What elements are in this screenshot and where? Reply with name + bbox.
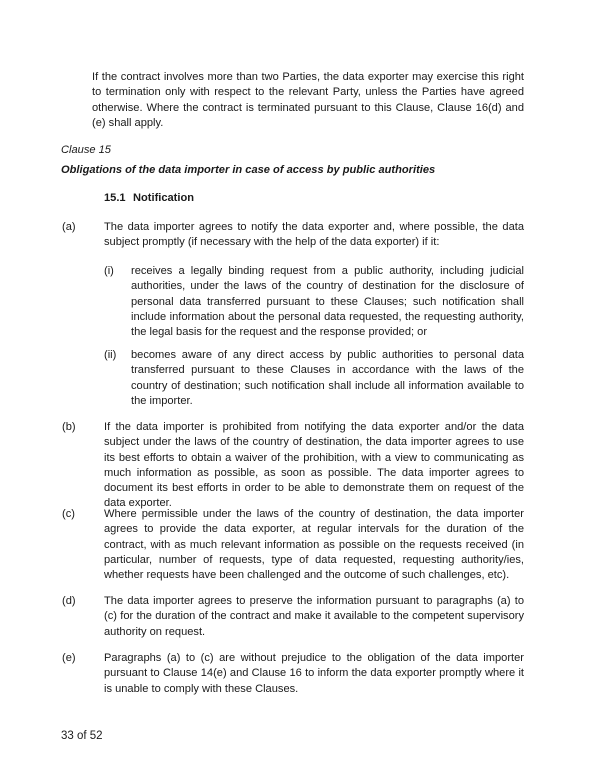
clause-heading: Obligations of the data importer in case of access by public authorities — [61, 164, 436, 176]
subparagraph-text: becomes aware of any direct access by public authorities to personal data transferred pursuant to these Clauses in accordance with the laws of the country of destination; such notification shall include all information available to the importer. — [131, 349, 524, 407]
subparagraph-label: (i) — [104, 265, 114, 277]
subsection-heading — [104, 191, 194, 206]
paragraph-label: (d) — [62, 595, 76, 607]
paragraph-text: Where permissible under the laws of the country of destination, the data importer agrees to provide the data exporter, at regular intervals for the duration of the contract, with as much relevant information as possible on the requests received (in particular, number of requests, type of data requested, requesting authority/ies, whether requests have been challenged and the outcome of such challenges, etc). — [104, 508, 524, 582]
page-number: 33 of 52 — [61, 730, 103, 742]
paragraph-text: Paragraphs (a) to (c) are without prejudice to the obligation of the data importer pursuant to Clause 14(e) and Clause 16 to inform the data exporter promptly where it is unable to comply with these Clauses. — [104, 652, 524, 695]
subparagraph-label: (ii) — [104, 349, 117, 361]
subparagraph-text: receives a legally binding request from a public authority, including judicial authorities, under the laws of the country of destination for the disclosure of personal data transferred pursuant to these Clauses; such notification shall include information about the personal data requested, the requesting authority, the legal basis for the request and the response provided; or — [131, 265, 524, 339]
paragraph-text: If the data importer is prohibited from notifying the data exporter and/or the data subject under the laws of the country of destination, the data importer agrees to use its best efforts to obtain a waiver of the prohibition, with a view to communicating as much information as possible, as soon as possible. The data importer agrees to document its best efforts in order to be able to demonstrate them on request of the data exporter. — [104, 421, 524, 510]
paragraph-text: The data importer agrees to notify the data exporter and, where possible, the data subject promptly (if necessary with the help of the data exporter) if it: — [104, 221, 524, 249]
paragraph-text: The data importer agrees to preserve the information pursuant to paragraphs (a) to (c) for the duration of the contract and make it available to the competent supervisory authority on request. — [104, 595, 524, 638]
paragraph-label: (a) — [62, 221, 76, 233]
subsection-number: 15.1 — [104, 192, 126, 204]
intro-paragraph: If the contract involves more than two Parties, the data exporter may exercise this right to termination only with respect to the relevant Party, unless the Parties have agreed otherwise. Where the contract is terminated pursuant to this Clause, Clause 16(d) and (e) shall apply. — [92, 71, 524, 129]
paragraph-label: (b) — [62, 421, 76, 433]
paragraph-label: (c) — [62, 508, 75, 520]
paragraph-label: (e) — [62, 652, 76, 664]
subsection-title: Notification — [133, 192, 195, 204]
clause-title: Clause 15 — [61, 144, 111, 156]
